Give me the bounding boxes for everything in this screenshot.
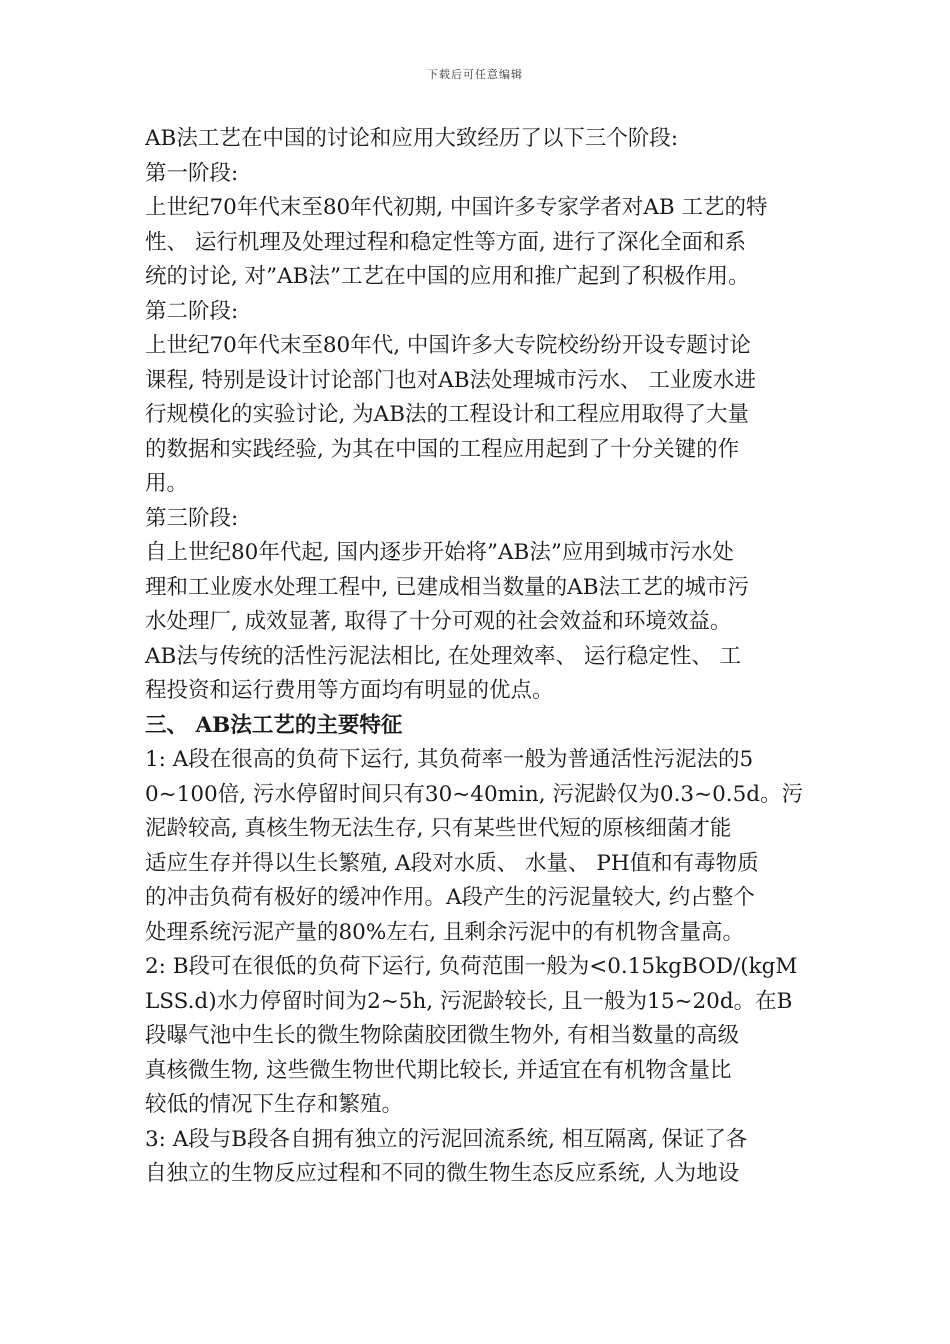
stage-one-text: 统的讨论, 对”AB法”工艺在中国的应用和推广起到了积极作用。: [145, 264, 750, 289]
stage-one-heading: 第一阶段:: [145, 160, 239, 186]
feature-one-text: 1: A段在很高的负荷下运行, 其负荷率一般为普通活性污泥法的5: [145, 747, 754, 772]
feature-one-text: 适应生存并得以生长繁殖, A段对水质、 水量、 PH值和有毒物质: [145, 850, 759, 876]
stage-three-text: 自上世纪80年代起, 国内逐步开始将”AB法”应用到城市污水处: [145, 540, 734, 565]
feature-two-text: 真核微生物, 这些微生物世代期比较长, 并适宜在有机物含量比: [145, 1057, 732, 1083]
stage-three-text: 理和工业废水处理工程中, 已建成相当数量的AB法工艺的城市污: [145, 574, 749, 600]
stage-two-text: 行规模化的实验讨论, 为AB法的工程设计和工程应用取得了大量: [145, 402, 749, 427]
intro-line: AB法工艺在中国的讨论和应用大致经历了以下三个阶段:: [145, 126, 679, 151]
comparison-text: 程投资和运行费用等方面均有明显的优点。: [145, 678, 554, 703]
page-header: 下载后可任意编辑: [427, 68, 523, 81]
feature-one-text: 0~100倍, 污水停留时间只有30~40min, 污泥龄仅为0.3~0.5d。污: [145, 781, 804, 807]
feature-two-text: 段曝气池中生长的微生物除菌胶团微生物外, 有相当数量的高级: [145, 1023, 740, 1048]
stage-two-text: 的数据和实践经验, 为其在中国的工程应用起到了十分关键的作: [145, 436, 740, 462]
comparison-text: AB法与传统的活性污泥法相比, 在处理效率、 运行稳定性、 工: [145, 643, 742, 669]
stage-two-heading: 第二阶段:: [145, 298, 239, 324]
section-heading: 三、 AB法工艺的主要特征: [145, 712, 403, 738]
feature-three-text: 3: A段与B段各自拥有独立的污泥回流系统, 相互隔离, 保证了各: [145, 1126, 748, 1152]
document-body: [145, 122, 813, 1192]
feature-one-text: 处理系统污泥产量的80%左右, 且剩余污泥中的有机物含量高。: [145, 919, 744, 945]
stage-two-text: 用。: [145, 471, 189, 496]
stage-one-text: 性、 运行机理及处理过程和稳定性等方面, 进行了深化全面和系: [145, 229, 747, 255]
stage-three-heading: 第三阶段:: [145, 505, 239, 531]
stage-two-text: 课程, 特别是设计讨论部门也对AB法处理城市污水、 工业废水进: [145, 367, 756, 393]
stage-one-text: 上世纪70年代末至80年代初期, 中国许多专家学者对AB 工艺的特: [145, 195, 768, 220]
feature-one-text: 泥龄较高, 真核生物无法生存, 只有某些世代短的原核细菌才能: [145, 816, 732, 841]
feature-two-text: 2: B段可在很低的负荷下运行, 负荷范围一般为<0.15kgBOD/(kgM: [145, 954, 798, 979]
feature-one-text: 的冲击负荷有极好的缓冲作用。A段产生的污泥量较大, 约占整个: [145, 885, 755, 910]
stage-two-text: 上世纪70年代末至80年代, 中国许多大专院校纷纷开设专题讨论: [145, 333, 751, 358]
feature-three-text: 自独立的生物反应过程和不同的微生物生态反应系统, 人为地设: [145, 1161, 740, 1186]
feature-two-text: LSS.d)水力停留时间为2~5h, 污泥龄较长, 且一般为15~20d。在B: [145, 988, 793, 1014]
feature-two-text: 较低的情况下生存和繁殖。: [145, 1092, 404, 1117]
stage-three-text: 水处理厂, 成效显著, 取得了十分可观的社会效益和环境效益。: [145, 609, 732, 634]
